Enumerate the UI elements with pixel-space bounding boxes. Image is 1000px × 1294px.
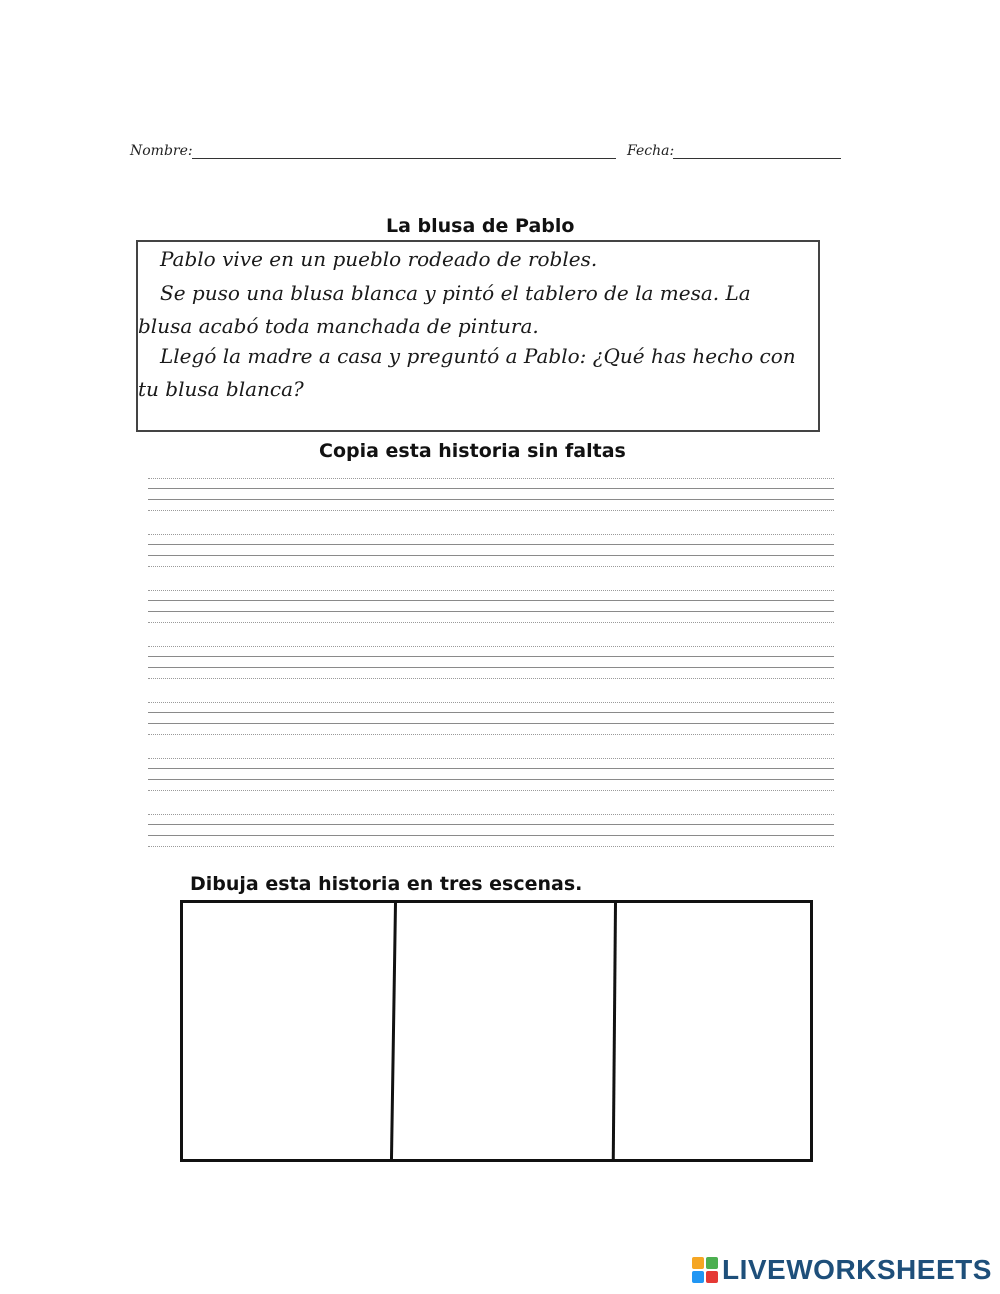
- ruled-line: [148, 478, 834, 479]
- logo-square-3: [692, 1271, 704, 1283]
- copy-line-group[interactable]: [148, 590, 834, 624]
- copy-line-group[interactable]: [148, 478, 834, 512]
- copy-title: Copia esta historia sin faltas: [319, 440, 626, 462]
- ruled-line: [148, 824, 834, 825]
- ruled-line: [148, 734, 834, 735]
- name-field[interactable]: [192, 158, 616, 159]
- ruled-line: [148, 768, 834, 769]
- ruled-line: [148, 656, 834, 657]
- ruled-line: [148, 646, 834, 647]
- story-line-3: blusa acabó toda manchada de pintura.: [138, 314, 539, 338]
- ruled-line: [148, 678, 834, 679]
- ruled-line: [148, 667, 834, 668]
- ruled-line: [148, 723, 834, 724]
- ruled-line: [148, 611, 834, 612]
- copy-line-group[interactable]: [148, 758, 834, 792]
- name-label: Nombre:: [130, 143, 193, 159]
- ruled-line: [148, 814, 834, 815]
- logo-text: LIVEWORKSHEETS: [722, 1254, 992, 1285]
- story-title: La blusa de Pablo: [386, 215, 575, 237]
- ruled-line: [148, 758, 834, 759]
- logo-square-4: [706, 1271, 718, 1283]
- draw-title: Dibuja esta historia en tres escenas.: [190, 873, 583, 895]
- date-label: Fecha:: [627, 143, 675, 159]
- logo-squares-icon: [692, 1257, 718, 1283]
- ruled-line: [148, 499, 834, 500]
- ruled-line: [148, 590, 834, 591]
- story-line-4: Llegó la madre a casa y preguntó a Pablo: ¿Qué has hecho con: [160, 344, 796, 368]
- ruled-line: [148, 488, 834, 489]
- date-field[interactable]: [673, 158, 841, 159]
- story-line-5: tu blusa blanca?: [138, 377, 304, 401]
- liveworksheets-logo: [692, 1253, 992, 1287]
- ruled-line: [148, 600, 834, 601]
- ruled-line: [148, 566, 834, 567]
- ruled-line: [148, 790, 834, 791]
- ruled-line: [148, 712, 834, 713]
- ruled-line: [148, 622, 834, 623]
- logo-square-1: [692, 1257, 704, 1269]
- copy-line-group[interactable]: [148, 534, 834, 568]
- ruled-line: [148, 555, 834, 556]
- copy-line-group[interactable]: [148, 646, 834, 680]
- drawing-frame[interactable]: [180, 900, 813, 1162]
- ruled-line: [148, 702, 834, 703]
- ruled-line: [148, 779, 834, 780]
- copy-line-group[interactable]: [148, 702, 834, 736]
- logo-square-2: [706, 1257, 718, 1269]
- ruled-line: [148, 544, 834, 545]
- story-line-1: Pablo vive en un pueblo rodeado de robles.: [160, 247, 598, 271]
- ruled-line: [148, 835, 834, 836]
- ruled-line: [148, 846, 834, 847]
- copy-line-group[interactable]: [148, 814, 834, 848]
- ruled-line: [148, 534, 834, 535]
- ruled-line: [148, 510, 834, 511]
- story-line-2: Se puso una blusa blanca y pintó el tablero de la mesa. La: [160, 281, 751, 305]
